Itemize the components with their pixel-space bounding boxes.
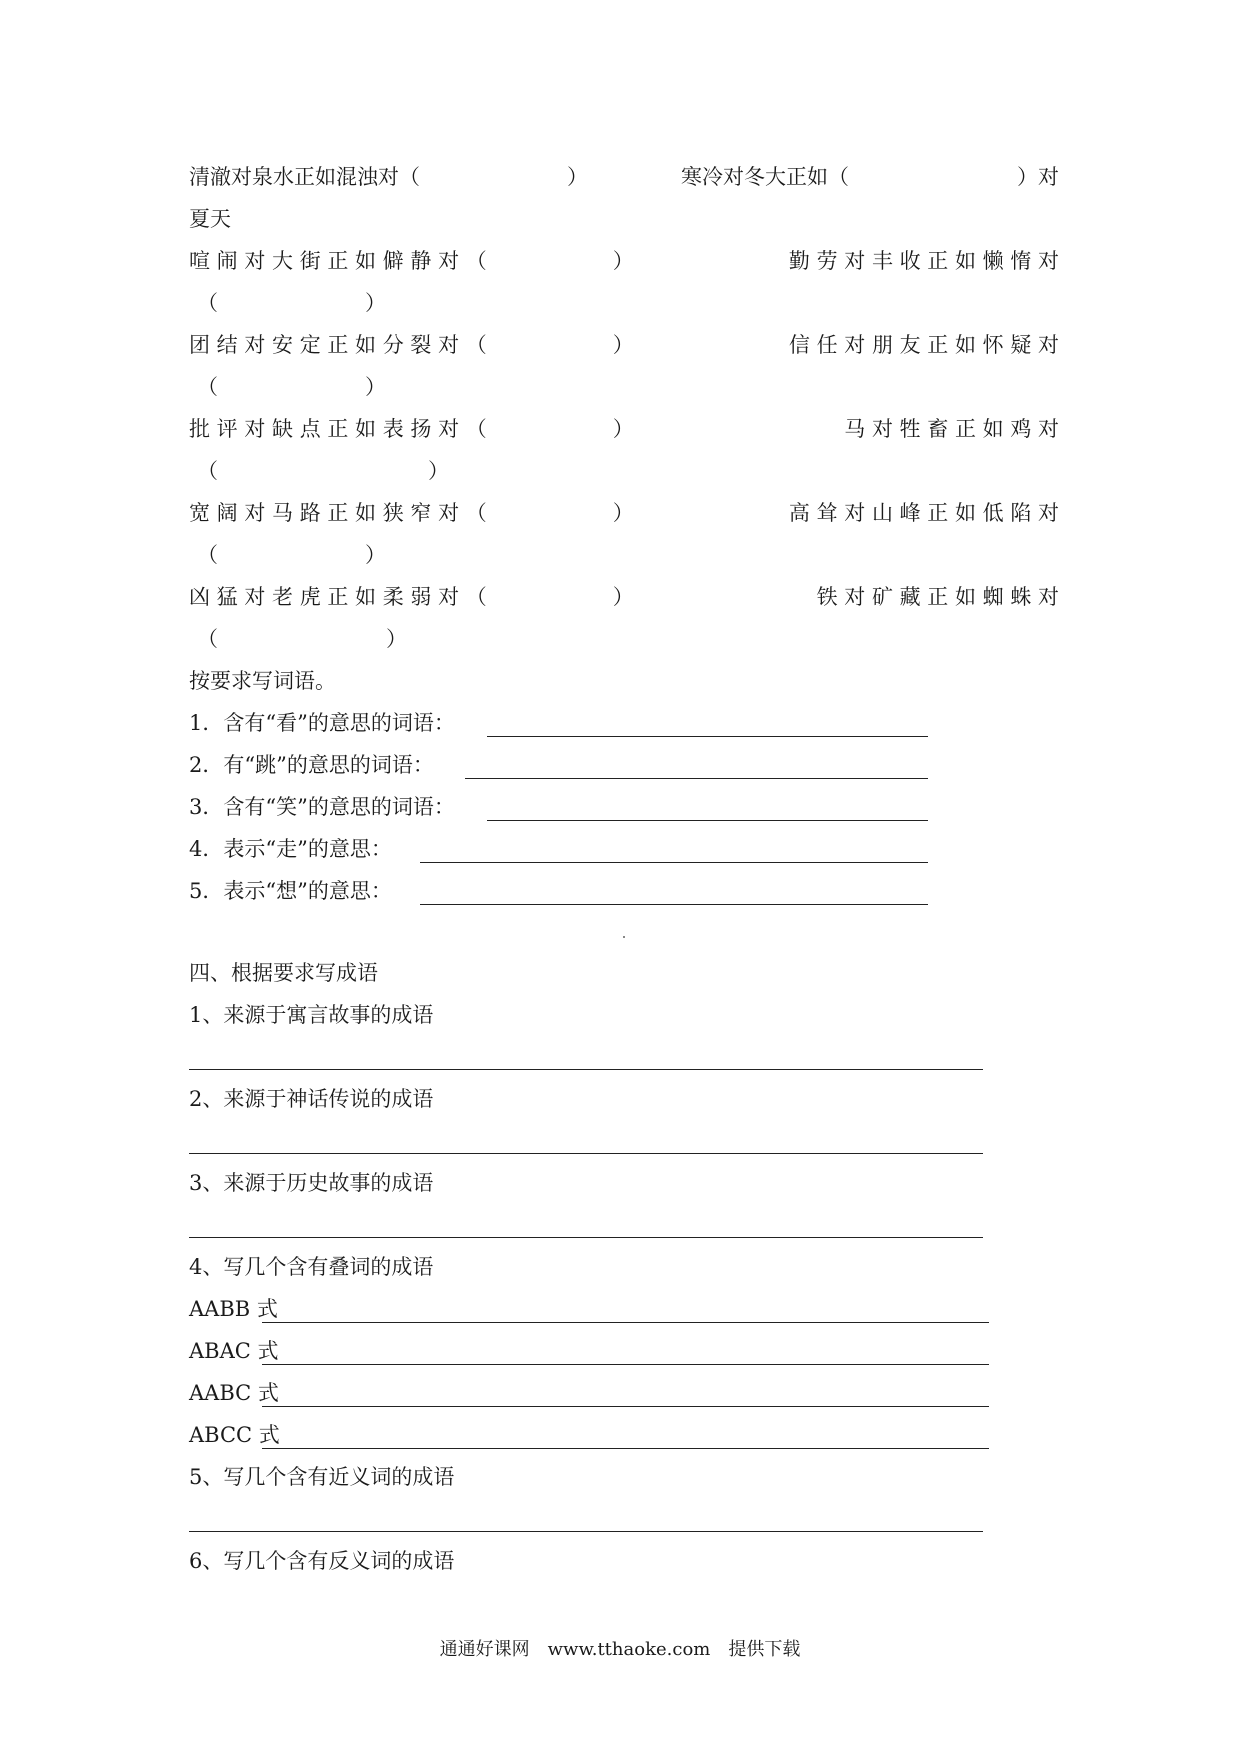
words-item-5: 5．表示“想”的意思： xyxy=(189,879,392,903)
answer-line-abac[interactable] xyxy=(262,1364,989,1365)
analogy-row-2 xyxy=(189,246,1059,276)
analogy-row-6 xyxy=(189,582,1059,612)
analogy-wrap-4: （ ） xyxy=(197,459,449,483)
idiom-item-6: 6、写几个含有反义词的成语 xyxy=(189,1549,455,1573)
answer-line-words-5[interactable] xyxy=(420,904,928,905)
idiom-item-4: 4、写几个含有叠词的成语 xyxy=(189,1255,434,1279)
analogy-right-1: 寒冷对冬大正如（ ）对 xyxy=(681,165,1059,189)
analogy-wrap-1: 夏天 xyxy=(189,207,231,231)
analogy-left-6: 凶 猛 对 老 虎 正 如 柔 弱 对 （ ） xyxy=(189,585,634,609)
idiom-item-2: 2、来源于神话传说的成语 xyxy=(189,1087,434,1111)
analogy-wrap-2: （ ） xyxy=(197,291,386,315)
analogy-wrap-5: （ ） xyxy=(197,543,386,567)
words-item-3: 3．含有“笑”的意思的词语： xyxy=(189,795,455,819)
analogy-wrap-6: （ ） xyxy=(197,627,407,651)
analogy-right-3: 信 任 对 朋 友 正 如 怀 疑 对 xyxy=(788,333,1059,357)
answer-line-words-4[interactable] xyxy=(420,862,928,863)
answer-line-idiom-2[interactable] xyxy=(189,1153,983,1154)
analogy-right-5: 高 耸 对 山 峰 正 如 低 陷 对 xyxy=(788,501,1059,525)
analogy-left-4: 批 评 对 缺 点 正 如 表 扬 对 （ ） xyxy=(189,417,634,441)
answer-line-aabb[interactable] xyxy=(262,1322,989,1323)
words-item-4: 4．表示“走”的意思： xyxy=(189,837,392,861)
analogy-right-6: 铁 对 矿 藏 正 如 蜘 蛛 对 xyxy=(816,585,1059,609)
answer-line-words-3[interactable] xyxy=(487,820,928,821)
analogy-right-2: 勤 劳 对 丰 收 正 如 懒 惰 对 xyxy=(788,249,1059,273)
pattern-abac: ABAC 式 xyxy=(189,1339,279,1363)
analogy-right-4: 马 对 牲 畜 正 如 鸡 对 xyxy=(844,417,1059,441)
analogy-row-4 xyxy=(189,414,1059,444)
page-footer: 通通好课网 www.tthaoke.com 提供下载 xyxy=(439,1639,801,1660)
analogy-left-1: 清澈对泉水正如混浊对（ ） xyxy=(189,165,588,189)
pattern-abcc: ABCC 式 xyxy=(189,1423,280,1447)
idiom-item-3: 3、来源于历史故事的成语 xyxy=(189,1171,434,1195)
analogy-left-5: 宽 阔 对 马 路 正 如 狭 窄 对 （ ） xyxy=(189,501,634,525)
answer-line-idiom-3[interactable] xyxy=(189,1237,983,1238)
analogy-row-3 xyxy=(189,330,1059,360)
analogy-wrap-3: （ ） xyxy=(197,375,386,399)
answer-line-words-2[interactable] xyxy=(465,778,928,779)
answer-line-aabc[interactable] xyxy=(262,1406,989,1407)
analogy-row-1 xyxy=(189,162,1059,192)
pattern-aabb: AABB 式 xyxy=(189,1297,278,1321)
answer-line-words-1[interactable] xyxy=(487,736,928,737)
idiom-heading: 四、根据要求写成语 xyxy=(189,961,378,985)
words-heading: 按要求写词语。 xyxy=(189,669,336,693)
answer-line-idiom-1[interactable] xyxy=(189,1069,983,1070)
idiom-item-5: 5、写几个含有近义词的成语 xyxy=(189,1465,455,1489)
answer-line-idiom-5[interactable] xyxy=(189,1531,983,1532)
analogy-left-3: 团 结 对 安 定 正 如 分 裂 对 （ ） xyxy=(189,333,634,357)
stray-dot xyxy=(623,936,625,938)
words-item-2: 2．有“跳”的意思的词语： xyxy=(189,753,434,777)
pattern-aabc: AABC 式 xyxy=(189,1381,279,1405)
words-item-1: 1．含有“看”的意思的词语： xyxy=(189,711,455,735)
analogy-row-5 xyxy=(189,498,1059,528)
answer-line-abcc[interactable] xyxy=(262,1448,989,1449)
analogy-left-2: 喧 闹 对 大 街 正 如 僻 静 对 （ ） xyxy=(189,249,634,273)
idiom-item-1: 1、来源于寓言故事的成语 xyxy=(189,1003,434,1027)
